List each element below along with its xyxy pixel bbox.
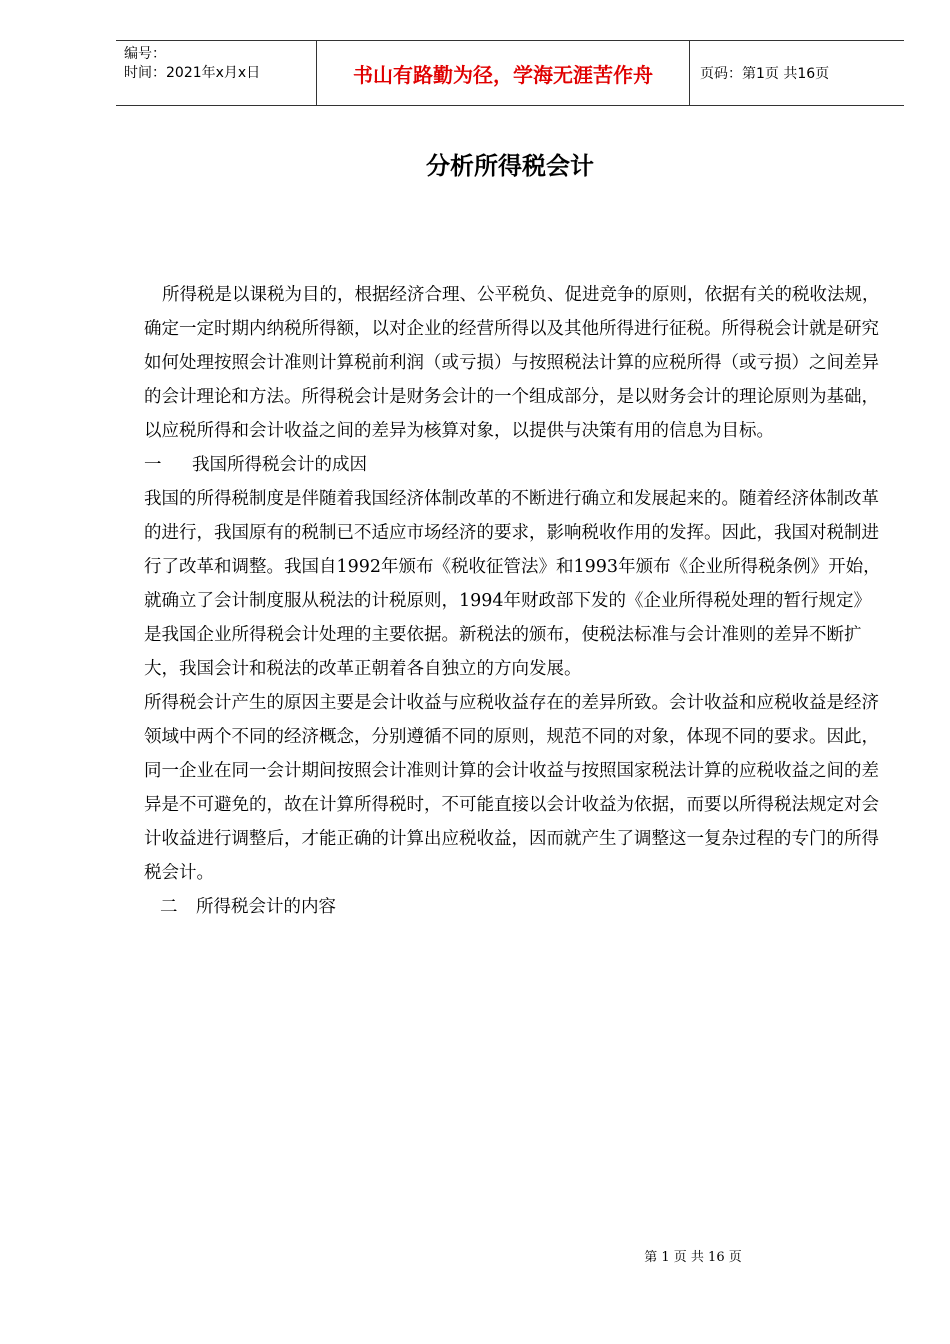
- time-label: 时间：2021年x月x日: [124, 65, 261, 81]
- document-title: 分析所得税会计: [426, 152, 594, 180]
- section-1-paragraph-2: 所得税会计产生的原因主要是会计收益与应税收益存在的差异所致。会计收益和应税收益是经济领域中两个不同的经济概念，分别遵循不同的原则，规范不同的对象，体现不同的要求。因此，同一企业在同一会计期间按照会计准则计算的会计收益与按照国家税法计算的应税收益之间的差异是不可避免的，故在计算所得税时，不可能直接以会计收益为依据，而要以所得税法规定对会计收益进行调整后，才能正确的计算出应税收益，因而就产生了调整这一复杂过程的专门的所得税会计。: [144, 693, 879, 883]
- section-1-heading: [144, 448, 884, 482]
- section-2-number: 二: [160, 897, 178, 917]
- header-meta: [116, 41, 316, 105]
- section-1-title: 我国所得税会计的成因: [192, 455, 367, 475]
- intro-paragraph: 所得税是以课税为目的，根据经济合理、公平税负、促进竞争的原则，依据有关的税收法规，确定一定时期内纳税所得额，以对企业的经营所得以及其他所得进行征税。所得税会计就是研究如何处理按照会计准则计算税前利润（或亏损）与按照税法计算的应税所得（或亏损）之间差异的会计理论和方法。所得税会计是财务会计的一个组成部分，是以财务会计的理论原则为基础，以应税所得和会计收益之间的差异为核算对象，以提供与决策有用的信息为目标。: [144, 285, 880, 441]
- page-header: [116, 40, 904, 106]
- header-page-info: 页码：第1页 共16页: [700, 66, 830, 82]
- section-1-paragraph-1: 我国的所得税制度是伴随着我国经济体制改革的不断进行确立和发展起来的。随着经济体制改革的进行，我国原有的税制已不适应市场经济的要求，影响税收作用的发挥。因此，我国对税制进行了改革和调整。我国自1992年颁布《税收征管法》和1993年颁布《企业所得税条例》开始，就确立了会计制度服从税法的计税原则，1994年财政部下发的《企业所得税处理的暂行规定》是我国企业所得税会计处理的主要依据。新税法的颁布，使税法标准与会计准则的差异不断扩大，我国会计和税法的改革正朝着各自独立的方向发展。: [144, 489, 881, 679]
- page-footer: 第 1 页 共 16 页: [644, 1250, 742, 1265]
- header-motto: 书山有路勤为径，学海无涯苦作舟: [316, 41, 690, 105]
- section-1-number: 一: [144, 455, 162, 475]
- section-2-title: 所得税会计的内容: [196, 897, 336, 917]
- section-2-heading: [144, 890, 884, 924]
- number-label: 编号：: [124, 46, 166, 62]
- document-body: [144, 278, 884, 924]
